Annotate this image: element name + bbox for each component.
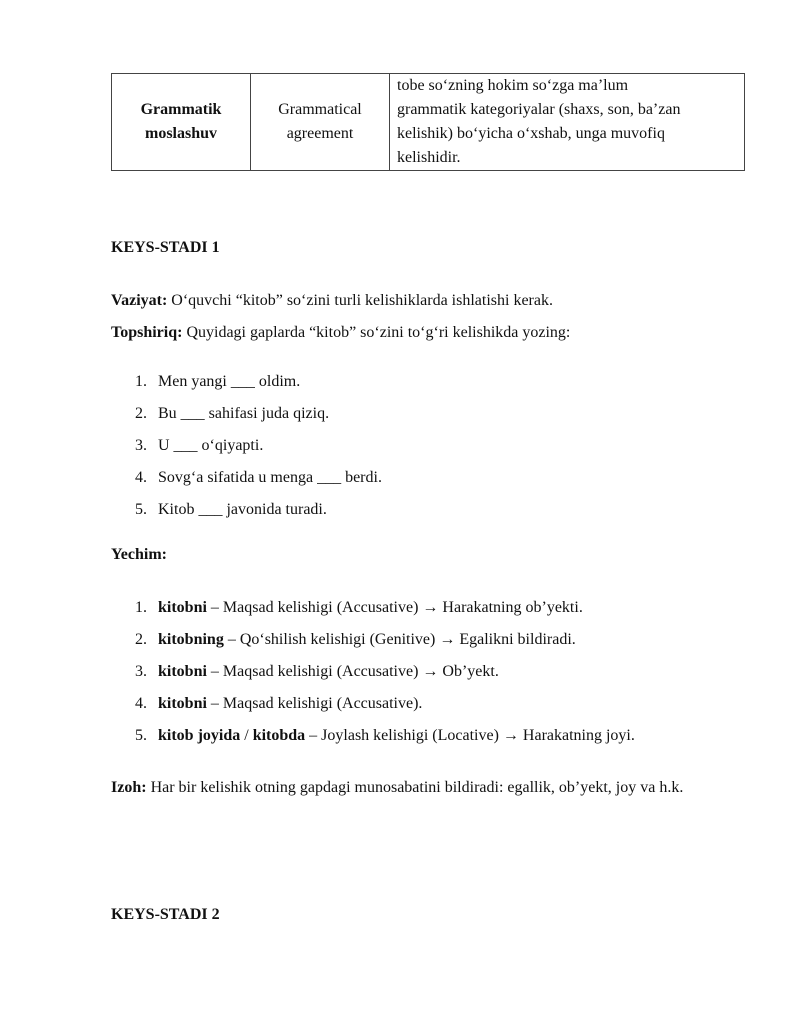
answer-word: kitobni bbox=[158, 695, 207, 712]
item-number: 2. bbox=[135, 405, 147, 422]
task-paragraph bbox=[111, 321, 751, 345]
list-item bbox=[111, 434, 751, 466]
item-number: 5. bbox=[135, 727, 147, 744]
item-number: 1. bbox=[135, 599, 147, 616]
list-item bbox=[111, 402, 751, 434]
situation-paragraph bbox=[111, 289, 751, 313]
case-study-1-heading: KEYS-STADI 1 bbox=[111, 239, 220, 256]
item-text: Men yangi ___ oldim. bbox=[158, 373, 301, 390]
item-number: 1. bbox=[135, 373, 147, 390]
list-item bbox=[111, 370, 751, 402]
case-study-2-heading: KEYS-STADI 2 bbox=[111, 906, 220, 923]
item-number: 5. bbox=[135, 501, 147, 518]
item-text: Sovg‘a sifatida u menga ___ berdi. bbox=[158, 469, 382, 486]
term-en-line: Grammatical bbox=[278, 101, 362, 118]
list-item bbox=[111, 596, 751, 628]
answer-word: kitobni bbox=[158, 599, 207, 616]
note-label: Izoh: bbox=[111, 779, 147, 796]
note-paragraph bbox=[111, 773, 751, 803]
item-text: Bu ___ sahifasi juda qiziq. bbox=[158, 405, 330, 422]
note-text: Har bir kelishik otning gapdagi munosabatini bildiradi: egallik, ob’yekt, joy va h.k. bbox=[146, 779, 684, 796]
table-row bbox=[112, 74, 745, 171]
list-item bbox=[111, 466, 751, 498]
item-text: Kitob ___ javonida turadi. bbox=[158, 501, 327, 518]
definition-line: kelishidir. bbox=[397, 149, 461, 166]
answer-word: kitob joyida bbox=[158, 727, 241, 744]
term-uz-line: Grammatik bbox=[140, 101, 222, 118]
situation-label: Vaziyat: bbox=[111, 292, 168, 309]
answer-word-alt: kitobda bbox=[252, 727, 306, 744]
list-item bbox=[111, 660, 751, 692]
term-en-line: agreement bbox=[286, 125, 354, 142]
solution-list bbox=[111, 596, 751, 756]
term-uz-cell bbox=[112, 74, 251, 171]
answer-word: kitobning bbox=[158, 631, 224, 648]
answer-word: kitobni bbox=[158, 663, 207, 680]
answer-explanation: – Qo‘shilish kelishigi (Genitive) → Egalikni bildiradi. bbox=[223, 631, 576, 648]
item-number: 3. bbox=[135, 663, 147, 680]
item-number: 3. bbox=[135, 437, 147, 454]
task-text: Quyidagi gaplarda “kitob” so‘zini to‘g‘ri kelishikda yozing: bbox=[182, 324, 571, 341]
list-item bbox=[111, 724, 751, 756]
definition-cell bbox=[390, 74, 745, 171]
item-number: 2. bbox=[135, 631, 147, 648]
exercise-list bbox=[111, 370, 751, 530]
term-table bbox=[111, 73, 745, 171]
item-number: 4. bbox=[135, 695, 147, 712]
answer-separator: / bbox=[240, 727, 253, 744]
answer-explanation: – Joylash kelishigi (Locative) → Harakatning joyi. bbox=[305, 727, 635, 744]
answer-explanation: – Maqsad kelishigi (Accusative) → Ob’yekt. bbox=[206, 663, 499, 680]
definition-line: grammatik kategoriyalar (shaxs, son, ba’zan bbox=[397, 101, 681, 118]
solution-label: Yechim: bbox=[111, 546, 167, 563]
item-number: 4. bbox=[135, 469, 147, 486]
item-text: U ___ o‘qiyapti. bbox=[158, 437, 264, 454]
list-item bbox=[111, 692, 751, 724]
answer-explanation: – Maqsad kelishigi (Accusative). bbox=[206, 695, 423, 712]
list-item bbox=[111, 498, 751, 530]
task-label: Topshiriq: bbox=[111, 324, 183, 341]
definition-line: tobe so‘zning hokim so‘zga ma’lum bbox=[397, 77, 629, 94]
answer-explanation: – Maqsad kelishigi (Accusative) → Harakatning ob’yekti. bbox=[206, 599, 583, 616]
list-item bbox=[111, 628, 751, 660]
term-en-cell bbox=[251, 74, 390, 171]
term-uz-line: moslashuv bbox=[144, 125, 218, 142]
situation-text: O‘quvchi “kitob” so‘zini turli kelishiklarda ishlatishi kerak. bbox=[167, 292, 553, 309]
definition-line: kelishik) bo‘yicha o‘xshab, unga muvofiq bbox=[397, 125, 665, 142]
